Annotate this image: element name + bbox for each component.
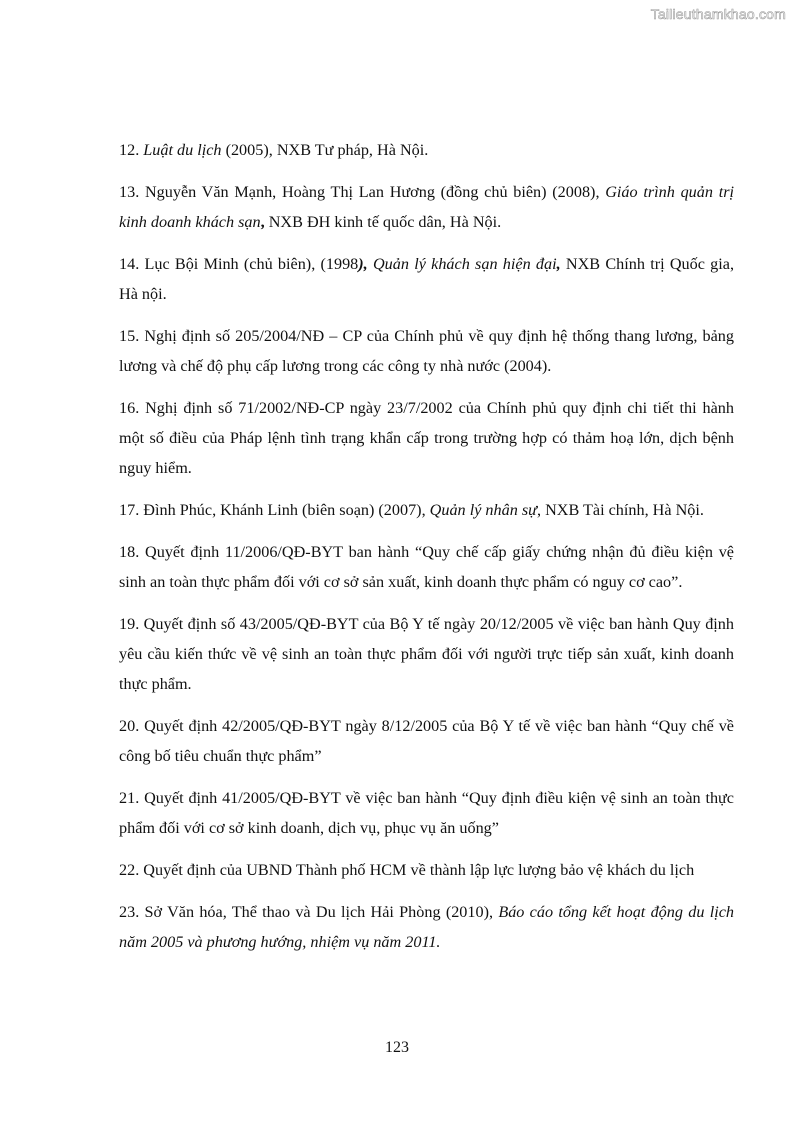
reference-item-20: 20. Quyết định 42/2005/QĐ-BYT ngày 8/12/2005 của Bộ Y tế về việc ban hành “Quy chế về công bố tiêu chuẩn thực phẩm”	[119, 717, 734, 765]
reference-item-16: 16. Nghị định số 71/2002/NĐ-CP ngày 23/7/2002 của Chính phủ quy định chi tiết thi hành một số điều của Pháp lệnh tình trạng khẩn cấp trong trường hợp có thảm hoạ lớn, dịch bệnh nguy hiểm.	[119, 399, 734, 477]
reference-item-18: 18. Quyết định 11/2006/QĐ-BYT ban hành “Quy chế cấp giấy chứng nhận đủ điều kiện vệ sinh an toàn thực phẩm đối với cơ sở sản xuất, kinh doanh thực phẩm có nguy cơ cao”.	[119, 543, 734, 591]
reference-item-21: 21. Quyết định 41/2005/QĐ-BYT về việc ban hành “Quy định điều kiện vệ sinh an toàn thực phẩm đối với cơ sở kinh doanh, dịch vụ, phục vụ ăn uống”	[119, 789, 734, 837]
reference-item-14: 14. Lục Bội Minh (chủ biên), (1998), Quản lý khách sạn hiện đại, NXB Chính trị Quốc gia, Hà nội.	[119, 255, 734, 303]
reference-item-12: 12. Luật du lịch (2005), NXB Tư pháp, Hà Nội.	[119, 141, 429, 159]
reference-item-17: 17. Đình Phúc, Khánh Linh (biên soạn) (2007), Quản lý nhân sự, NXB Tài chính, Hà Nội.	[119, 501, 704, 519]
reference-item-23: 23. Sở Văn hóa, Thể thao và Du lịch Hải Phòng (2010), Báo cáo tổng kết hoạt động du lịch năm 2005 và phương hướng, nhiệm vụ năm 2011.	[119, 903, 734, 951]
reference-item-19: 19. Quyết định số 43/2005/QĐ-BYT của Bộ Y tế ngày 20/12/2005 về việc ban hành Quy định yêu cầu kiến thức về vệ sinh an toàn thực phẩm đối với người trực tiếp sản xuất, kinh doanh thực phẩm.	[119, 615, 734, 693]
reference-item-13: 13. Nguyễn Văn Mạnh, Hoàng Thị Lan Hương (đồng chủ biên) (2008), Giáo trình quản trị kinh doanh khách sạn, NXB ĐH kinh tế quốc dân, Hà Nội.	[119, 183, 734, 231]
watermark: Tailieuthamkhao.com	[650, 6, 786, 22]
reference-item-15: 15. Nghị định số 205/2004/NĐ – CP của Chính phủ về quy định hệ thống thang lương, bảng lương và chế độ phụ cấp lương trong các công ty nhà nước (2004).	[119, 327, 734, 375]
reference-list	[119, 135, 734, 969]
page-number: 123	[385, 1039, 409, 1056]
reference-item-22: 22. Quyết định của UBND Thành phố HCM về thành lập lực lượng bảo vệ khách du lịch	[119, 861, 695, 879]
